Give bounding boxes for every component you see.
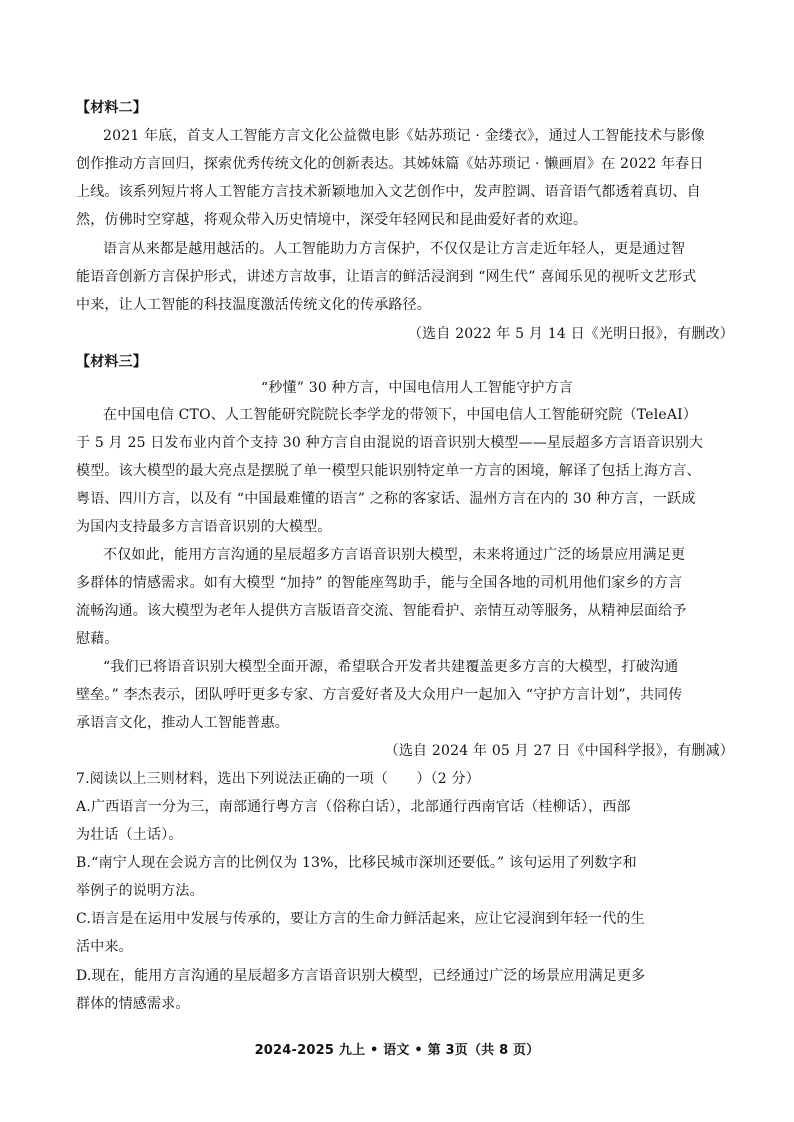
material2-p1-line3: 上线。该系列短片将人工智能方言技术新颖地加入文艺创作中，发声腔调、语音语气都透着真切、自 bbox=[76, 184, 701, 200]
material2-heading: 【材料二】 bbox=[76, 100, 147, 116]
material3-p3-line3: 承语言文化，推动人工智能普惠。 bbox=[76, 715, 289, 731]
material3-p1-line4: 粤语、四川方言，以及有 “中国最难懂的语言” 之称的客家话、温州方言在内的 30 种方言，一跃成 bbox=[76, 491, 696, 507]
option-a-line1: A.广西语言一分为三，南部通行粤方言（俗称白话），北部通行西南官话（桂柳话），西部 bbox=[76, 799, 631, 815]
material2-p2-line1: 语言从来都是越用越活的。人工智能助力方言保护，不仅仅是让方言走近年轻人，更是通过智 bbox=[103, 241, 686, 257]
material2-p1-line1: 2021 年底，首支人工智能方言文化公益微电影《姑苏琐记 · 金缕衣》，通过人工智能技术与影像 bbox=[103, 128, 705, 144]
material3-p3-line1: “我们已将语音识别大模型全面开源，希望联合开发者共建覆盖更多方言的大模型，打破沟通 bbox=[103, 659, 679, 675]
option-d-line2: 群体的情感需求。 bbox=[76, 996, 190, 1012]
material3-p2-line1: 不仅如此，能用方言沟通的星辰超多方言语音识别大模型，未来将通过广泛的场景应用满足更 bbox=[103, 547, 686, 563]
material3-title: “秒懂” 30 种方言，中国电信用人工智能守护方言 bbox=[260, 380, 574, 396]
material2-p1-line4: 然，仿佛时空穿越，将观众带入历史情境中，深受年轻网民和昆曲爱好者的欢迎。 bbox=[76, 212, 588, 228]
material3-p2-line4: 慰藉。 bbox=[76, 631, 119, 647]
material3-p1-line1: 在中国电信 CTO、人工智能研究院院长李学龙的带领下，中国电信人工智能研究院（TeleAI） bbox=[103, 407, 698, 423]
material3-p2-line2: 多群体的情感需求。如有大模型 “加持” 的智能座驾助手，能与全国各地的司机用他们家乡的方言 bbox=[76, 575, 683, 591]
option-c-line2: 活中来。 bbox=[76, 939, 133, 955]
page-footer: 2024-2025 九上 • 语文 • 第 3页（共 8 页） bbox=[254, 1043, 540, 1058]
material2-p1-line2: 创作推动方言回归，探索优秀传统文化的创新表达。其姊妹篇《姑苏琐记 · 懒画眉》在 2022 年春日 bbox=[76, 156, 704, 172]
option-a-line2: 为壮话（土话）。 bbox=[76, 827, 183, 843]
option-c-line1: C.语言是在运用中发展与传承的，要让方言的生命力鲜活起来，应让它浸润到年轻一代的生 bbox=[76, 911, 645, 927]
material2-p2-line2: 能语音创新方言保护形式，讲述方言故事，让语言的鲜活浸润到 “网生代” 喜闻乐见的视听文艺形式 bbox=[76, 269, 697, 285]
option-b-line1: B.“南宁人现在会说方言的比例仅为 13%，比移民城市深圳还要低。” 该句运用了列数字和 bbox=[76, 855, 637, 871]
material3-source: （选自 2024 年 05 月 27 日《中国科学报》，有删减） bbox=[384, 743, 734, 759]
material2-source: （选自 2022 年 5 月 14 日《光明日报》，有删改） bbox=[407, 326, 734, 342]
material3-p1-line3: 模型。该大模型的最大亮点是摆脱了单一模型只能识别特定单一方言的困境，解译了包括上海方言、 bbox=[76, 463, 701, 479]
material2-p2-line3: 中来，让人工智能的科技温度激活传统文化的传承路径。 bbox=[76, 297, 431, 313]
option-d-line1: D.现在，能用方言沟通的星辰超多方言语音识别大模型，已经通过广泛的场景应用满足更多 bbox=[76, 968, 646, 984]
material3-p3-line2: 壁垒。” 李杰表示，团队呼吁更多专家、方言爱好者及大众用户一起加入 “守护方言计划”，共同传 bbox=[76, 687, 683, 703]
material3-heading: 【材料三】 bbox=[76, 354, 147, 370]
question-stem: 7.阅读以上三则材料，选出下列说法正确的一项（ ）（2 分） bbox=[76, 771, 480, 787]
material3-p1-line5: 为国内支持最多方言语音识别的大模型。 bbox=[76, 519, 332, 535]
option-b-line2: 举例子的说明方法。 bbox=[76, 883, 204, 899]
material3-p2-line3: 流畅沟通。该大模型为老年人提供方言版语音交流、智能看护、亲情互动等服务，从精神层面给予 bbox=[76, 603, 687, 619]
material3-p1-line2: 于 5 月 25 日发布业内首个支持 30 种方言自由混说的语音识别大模型——星辰超多方言语音识别大 bbox=[76, 435, 704, 451]
